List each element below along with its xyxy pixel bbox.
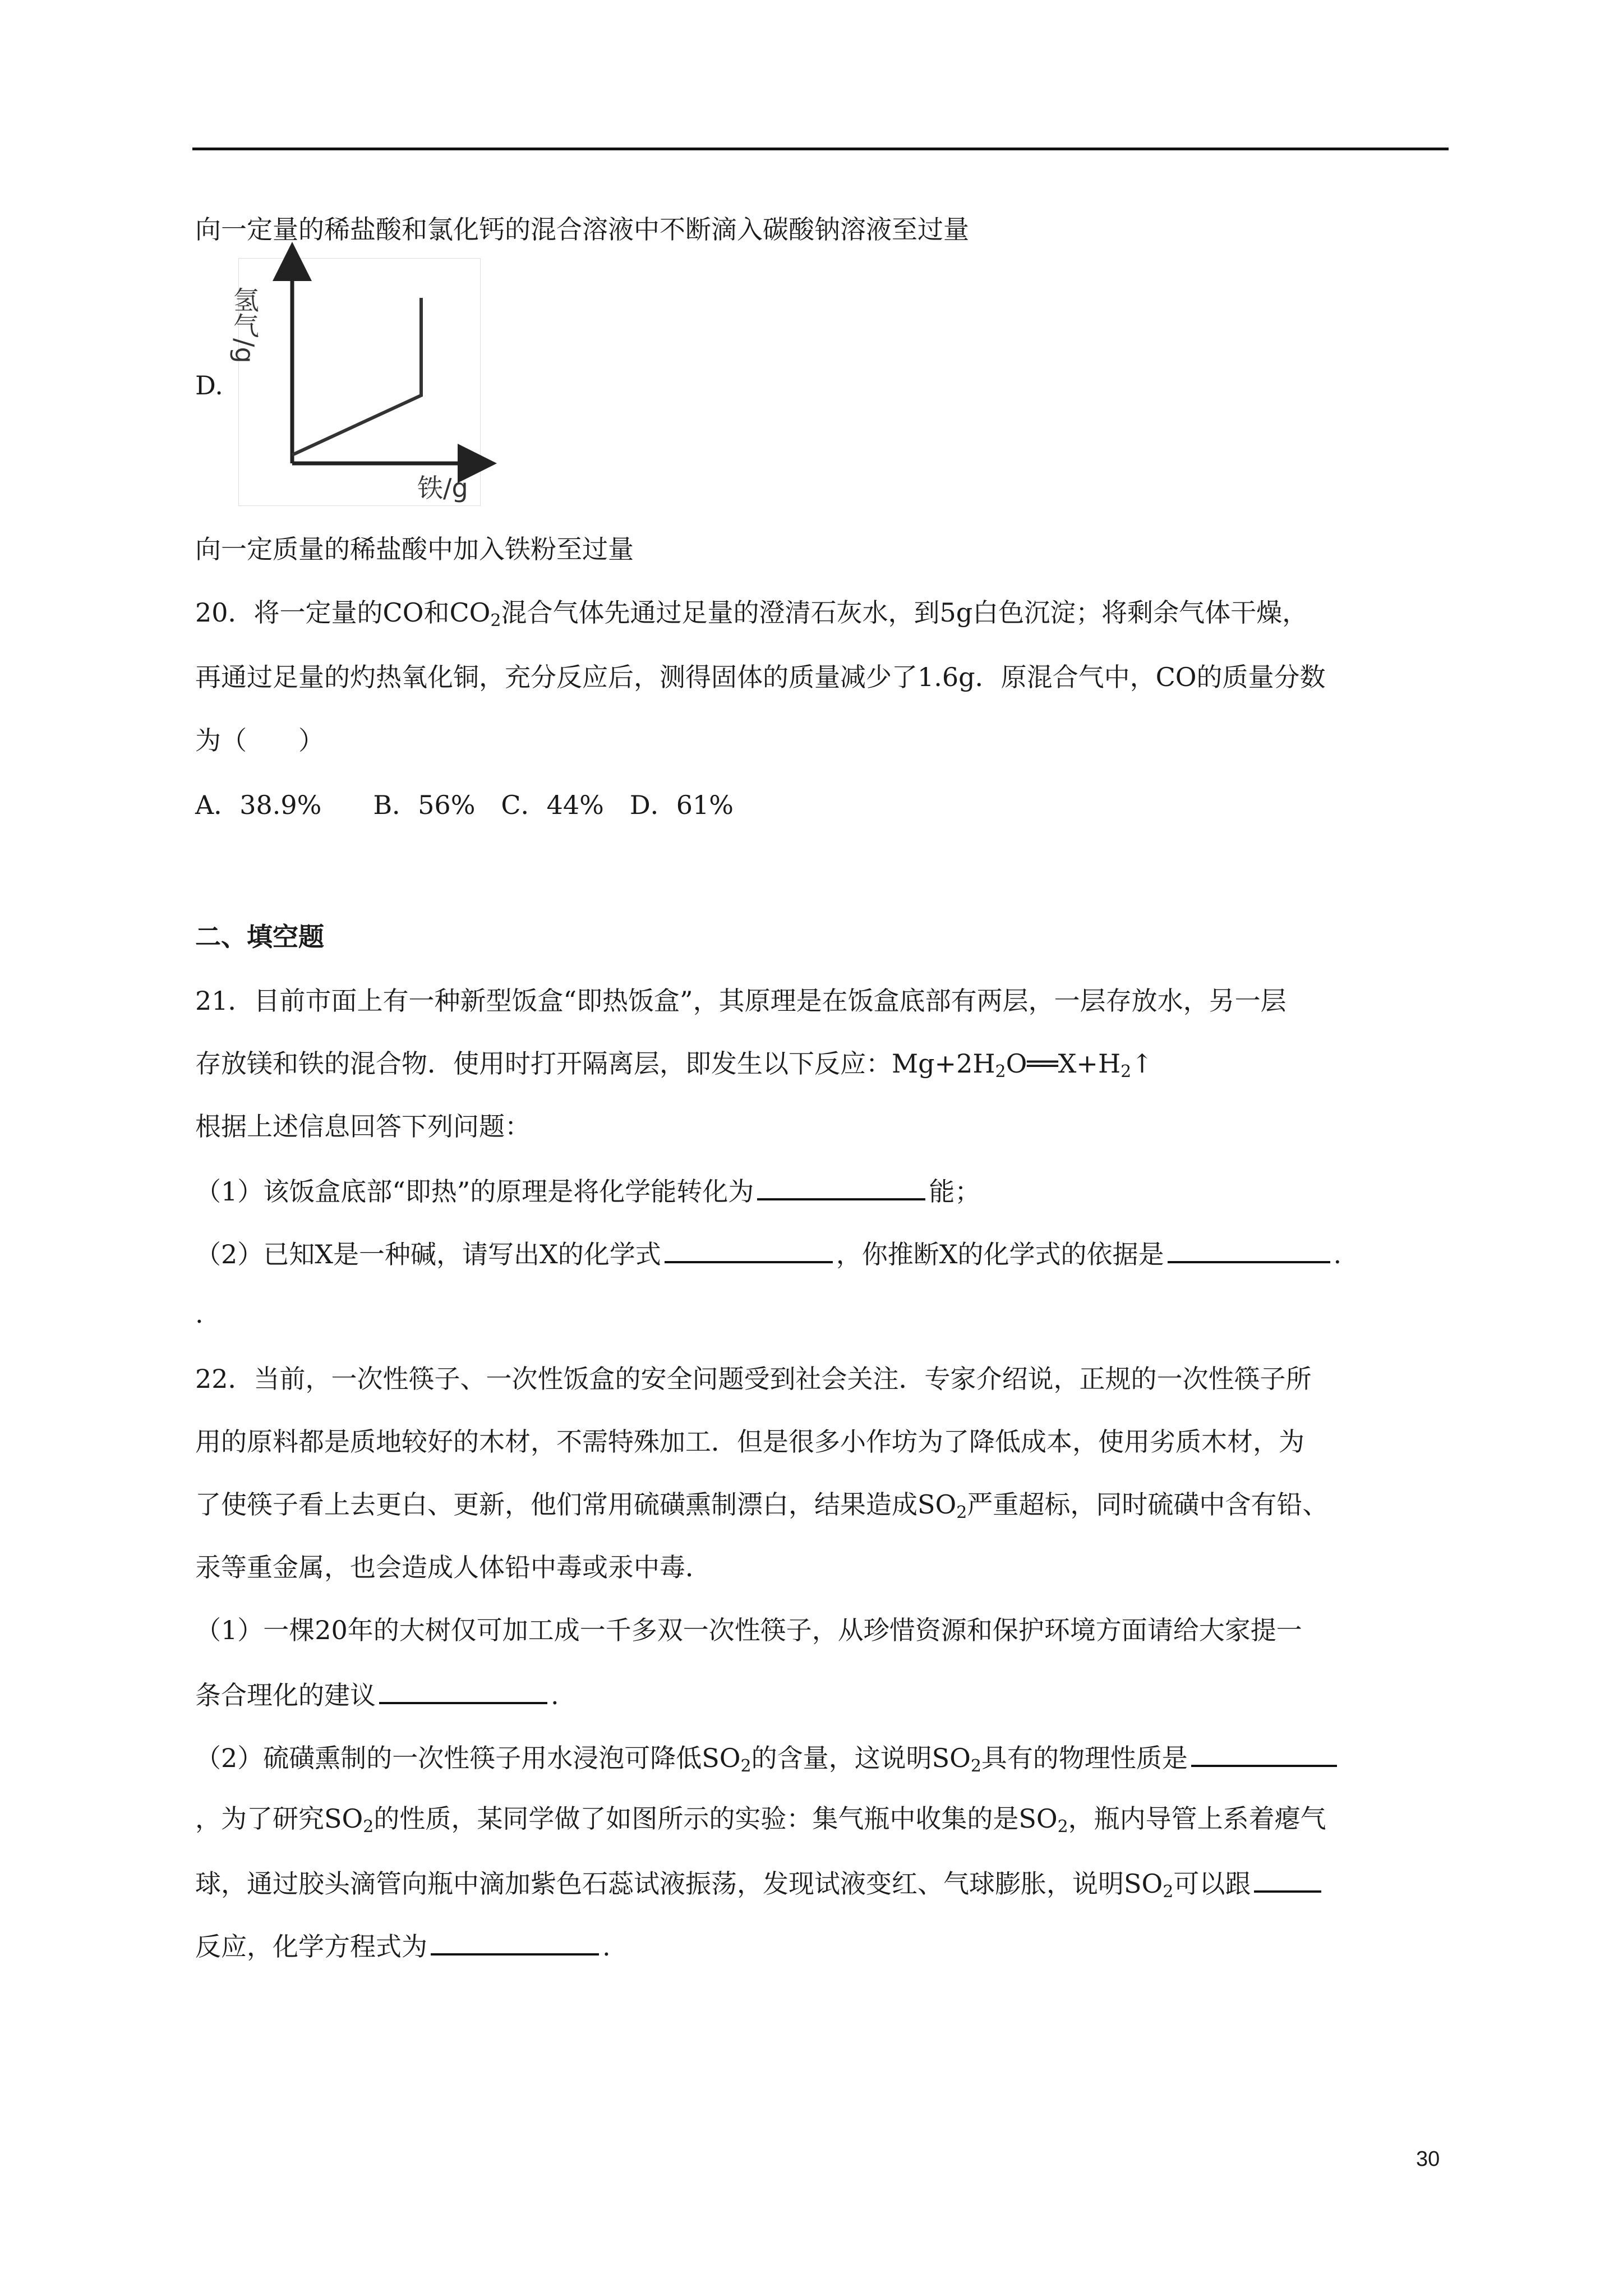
answer-blank[interactable] <box>757 1171 925 1200</box>
q22-part-1-line-2: 条合理化的建议 . <box>195 1675 559 1713</box>
q22-part-2-line-1: （2）硫磺熏制的一次性筷子用水浸泡可降低$SO_2$的含量，这说明$SO_2$具有的物理性质是 <box>195 1738 1340 1776</box>
q22-part-2-line-4: 反应，化学方程式为 . <box>195 1926 611 1964</box>
option-d-label: D. <box>195 370 223 401</box>
q22-line-3: 了使筷子看上去更白、更新，他们常用硫磺熏制漂白，结果造成$SO_2$严重超标，同时硫磺中含有铅、 <box>195 1489 1329 1522</box>
answer-blank[interactable] <box>1254 1864 1321 1893</box>
q20-line-1: 20．将一定量的CO和$CO_2$混合气体先通过足量的澄清石灰水，到5g白色沉淀；将剩余气体干燥， <box>195 597 1308 631</box>
q20-line-3: 为（ ） <box>195 725 324 756</box>
option-c-text: 向一定量的稀盐酸和氯化钙的混合溶液中不断滴入碳酸钠溶液至过量 <box>195 214 969 245</box>
header-rule <box>192 148 1449 150</box>
q21-line-2: 存放镁和铁的混合物．使用时打开隔离层，即发生以下反应：$Mg+2H_2O══X+H_2↑$ <box>195 1048 1153 1082</box>
answer-blank[interactable] <box>665 1234 833 1263</box>
answer-blank[interactable] <box>1168 1234 1330 1263</box>
q22-line-2: 用的原料都是质地较好的木材，不需特殊加工．但是很多小作坊为了降低成本，使用劣质木材，为 <box>195 1427 1304 1457</box>
series-line <box>292 298 421 455</box>
x-axis-label: 铁/g <box>417 473 468 503</box>
page-number: 30 <box>1416 2147 1440 2171</box>
answer-blank[interactable] <box>431 1926 599 1955</box>
q22-line-1: 22．当前，一次性筷子、一次性饭盒的安全问题受到社会关注．专家介绍说，正规的一次性筷子所 <box>195 1364 1312 1394</box>
y-axis-label: 氢气/g <box>229 287 260 364</box>
q22-line-4: 汞等重金属，也会造成人体铅中毒或汞中毒． <box>195 1552 711 1582</box>
q22-part-2-line-2: ，为了研究$SO_2$的性质，某同学做了如图所示的实验：集气瓶中收集的是$SO_2$，瓶内导管上系着瘪气 <box>195 1803 1326 1837</box>
hydrogen-vs-iron-chart <box>229 258 481 506</box>
q22-part-1-line-1: （1）一棵20年的大树仅可加工成一千多双一次性筷子，从珍惜资源和保护环境方面请给大家提一 <box>195 1615 1302 1645</box>
q21-part-2: （2）已知X是一种碱，请写出X的化学式 ，你推断X的化学式的依据是 . <box>195 1234 1341 1272</box>
answer-blank[interactable] <box>1191 1738 1337 1767</box>
q21-part-2-cont: . <box>195 1299 204 1329</box>
q21-part-1: （1）该饭盒底部“即热”的原理是将化学能转化为 能； <box>195 1171 980 1209</box>
section-heading: 二、填空题 <box>195 922 324 952</box>
q22-part-2-line-3: 球，通过胶头滴管向瓶中滴加紫色石蕊试液振荡，发现试液变红、气球膨胀，说明$SO_2$可以跟 <box>195 1864 1325 1902</box>
option-d-text: 向一定质量的稀盐酸中加入铁粉至过量 <box>195 534 634 564</box>
answer-blank[interactable] <box>379 1675 547 1704</box>
q20-line-2: 再通过足量的灼热氧化铜，充分反应后，测得固体的质量减少了1.6g．原混合气中，CO的质量分数 <box>195 662 1326 692</box>
q21-line-3: 根据上述信息回答下列问题： <box>195 1111 531 1142</box>
q20-options: A．38.9% B．56% C．44% D．61% <box>195 790 734 820</box>
q21-line-1: 21．目前市面上有一种新型饭盒“即热饭盒”，其原理是在饭盒底部有两层，一层存放水，另一层 <box>195 986 1287 1016</box>
